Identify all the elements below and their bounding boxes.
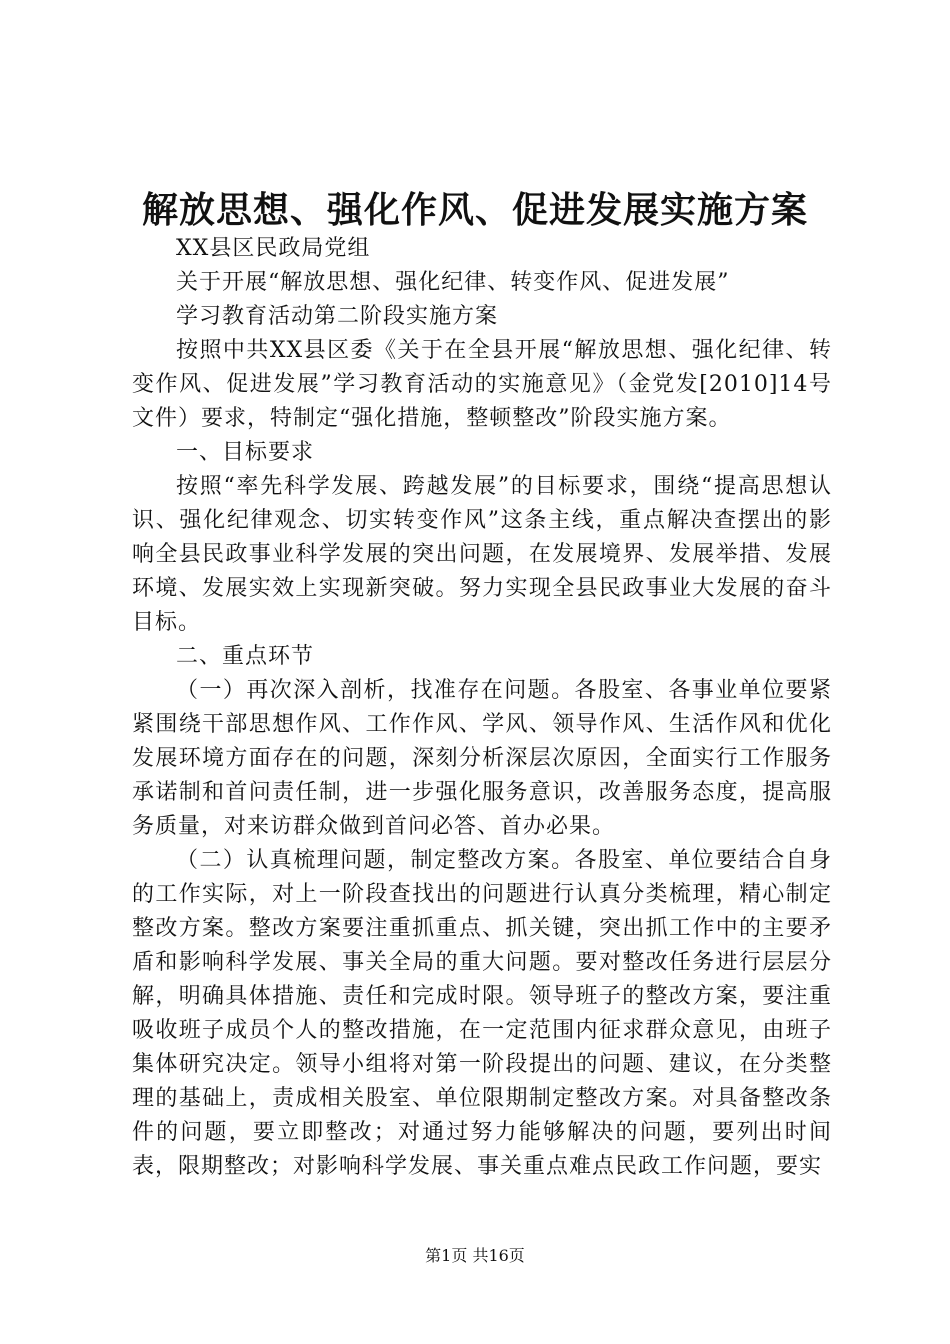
paragraph-issuer: XX县区民政局党组 xyxy=(176,236,371,261)
paragraph-goals: 按照“率先科学发展、跨越发展”的目标要求，围绕“提高思想认识、强化纪律观念、切实转变作风”这条主线，重点解决查摆出的影响全县民政事业科学发展的突出问题，在发展境界、发展举措、发展环境、发展实效上实现新突破。努力实现全县民政事业大发展的奋斗目标。 xyxy=(132,474,832,635)
section-heading-goals: 一、目标要求 xyxy=(176,440,315,465)
paragraph-subtitle-line-2: 学习教育活动第二阶段实施方案 xyxy=(176,304,499,329)
section-heading-key-steps: 二、重点环节 xyxy=(176,644,315,669)
page-number-footer: 第1页 共16页 xyxy=(425,1246,525,1265)
document-title: 解放思想、强化作风、促进发展实施方案 xyxy=(141,189,808,231)
document-body xyxy=(132,232,832,1184)
paragraph-subtitle-line-1: 关于开展“解放思想、强化纪律、转变作风、促进发展” xyxy=(176,270,730,295)
paragraph-step-2: （二）认真梳理问题，制定整改方案。各股室、单位要结合自身的工作实际，对上一阶段查找出的问题进行认真分类梳理，精心制定整改方案。整改方案要注重抓重点、抓关键，突出抓工作中的主要矛盾和影响科学发展、事关全局的重大问题。要对整改任务进行层层分解，明确具体措施、责任和完成时限。领导班子的整改方案，要注重吸收班子成员个人的整改措施，在一定范围内征求群众意见，由班子集体研究决定。领导小组将对第一阶段提出的问题、建议，在分类整理的基础上，责成相关股室、单位限期制定整改方案。对具备整改条件的问题，要立即整改；对通过努力能够解决的问题，要列出时间表，限期整改；对影响科学发展、事关重点难点民政工作问题，要实 xyxy=(132,848,832,1179)
paragraph-intro: 按照中共XX县区委《关于在全县开展“解放思想、强化纪律、转变作风、促进发展”学习教育活动的实施意见》（金党发[2010]14号文件）要求，特制定“强化措施，整顿整改”阶段实施方案。 xyxy=(132,338,832,431)
paragraph-step-1: （一）再次深入剖析，找准存在问题。各股室、各事业单位要紧紧围绕干部思想作风、工作作风、学风、领导作风、生活作风和优化发展环境方面存在的问题，深刻分析深层次原因，全面实行工作服务承诺制和首问责任制，进一步强化服务意识，改善服务态度，提高服务质量，对来访群众做到首问必答、首办必果。 xyxy=(132,678,832,839)
